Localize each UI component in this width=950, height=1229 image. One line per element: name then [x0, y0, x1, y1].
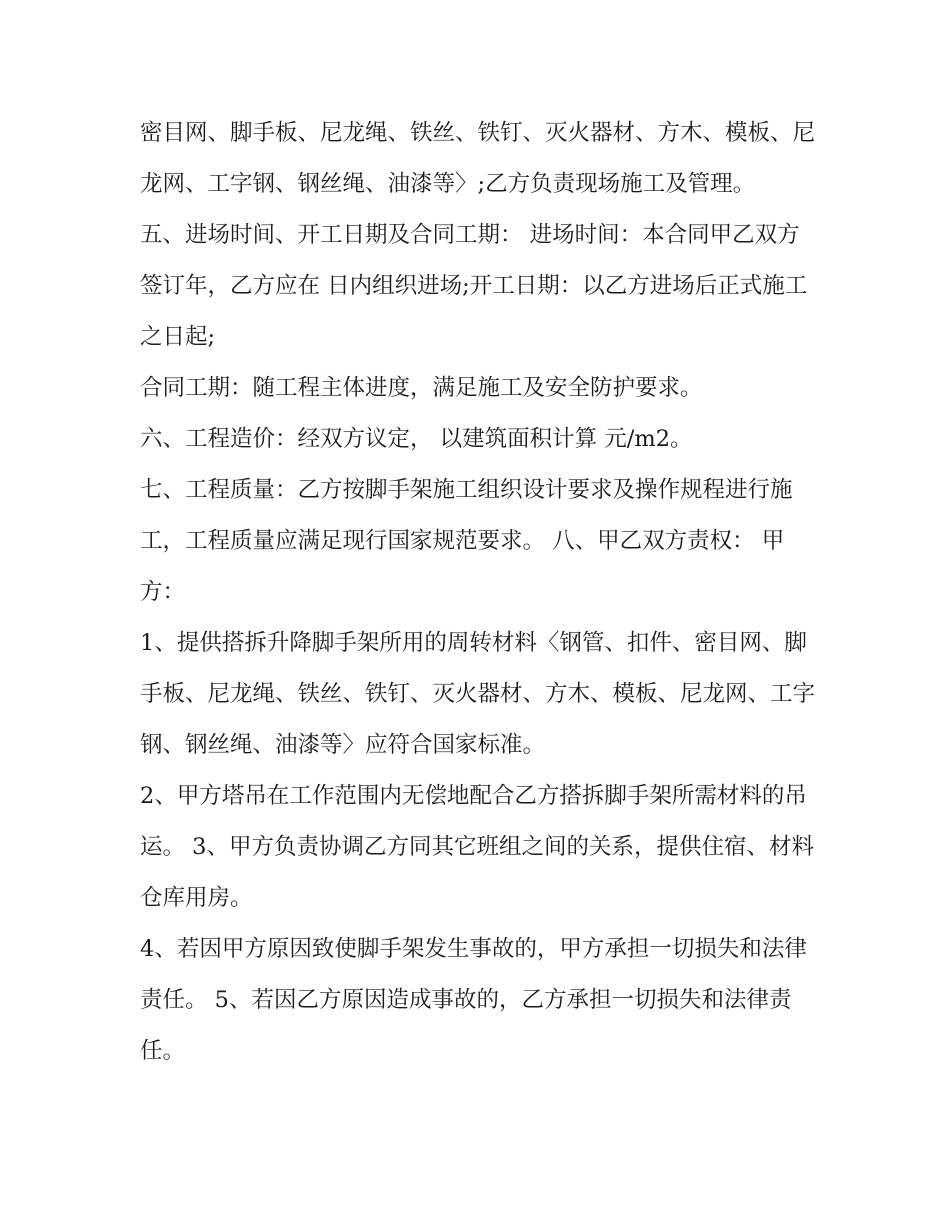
paragraph-section-five-schedule: 五、进场时间、开工日期及合同工期： 进场时间：本合同甲乙双方签订年，乙方应在 日内组织进场;开工日期：以乙方进场后正式施工之日起;: [140, 222, 808, 350]
paragraph-contract-period: 合同工期：随工程主体进度，满足施工及安全防护要求。: [140, 375, 703, 401]
paragraph-section-six-price: 六、工程造价：经双方议定， 以建筑面积计算 元/m2。: [140, 426, 693, 452]
paragraph-party-a-items-2-3: 2、甲方塔吊在工作范围内无偿地配合乙方搭拆脚手架所需材料的吊运。 3、甲方负责协调乙方同其它班组之间的关系，提供住宿、材料仓库用房。: [140, 783, 814, 911]
paragraph-party-a-item-1: 1、提供搭拆升降脚手架所用的周转材料〈钢管、扣件、密目网、脚手板、尼龙绳、铁丝、铁钉、灭火器材、方木、模板、尼龙网、工字钢、钢丝绳、油漆等〉应符合国家标准。: [140, 630, 816, 758]
paragraph-items-4-5-liability: 4、若因甲方原因致使脚手架发生事故的，甲方承担一切损失和法律责任。 5、若因乙方原因造成事故的，乙方承担一切损失和法律责任。: [140, 936, 807, 1064]
document-body: [140, 108, 820, 1077]
paragraph-materials-continuation: 密目网、脚手板、尼龙绳、铁丝、铁钉、灭火器材、方木、模板、尼龙网、工字钢、钢丝绳、油漆等〉;乙方负责现场施工及管理。: [140, 120, 816, 197]
paragraph-section-seven-quality: 七、工程质量：乙方按脚手架施工组织设计要求及操作规程进行施工，工程质量应满足现行国家规范要求。 八、甲乙双方责权： 甲方：: [140, 477, 793, 605]
